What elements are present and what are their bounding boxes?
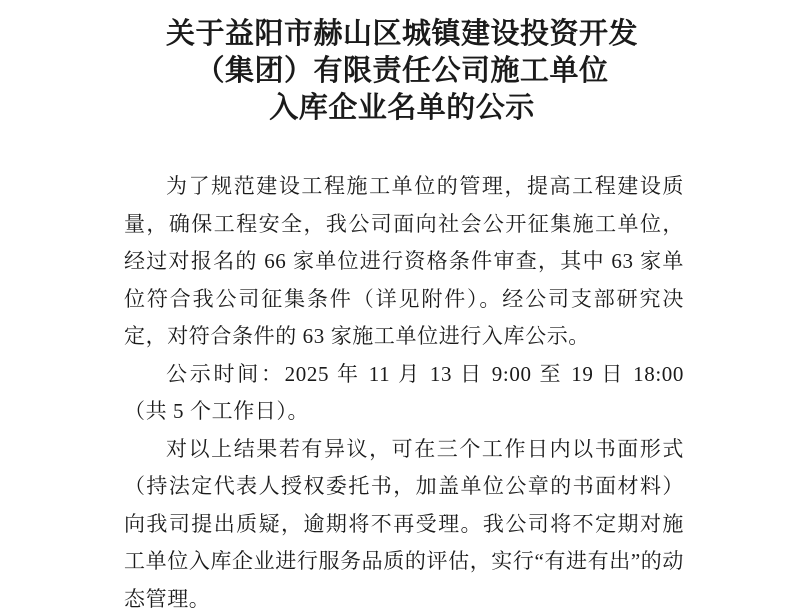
paragraph-intro: 为了规范建设工程施工单位的管理，提高工程建设质量，确保工程安全，我公司面向社会公开征集施工单位，经过对报名的 66 家单位进行资格条件审查，其中 63 家单位符合我公司征集条件（详见附件）。经公司支部研究决定，对符合条件的 63 家施工单位进行入库公示。 [124, 174, 684, 348]
document-title [121, 16, 683, 127]
title-line-2: （集团）有限责任公司施工单位 [195, 55, 609, 87]
paragraph-objection-procedure: 对以上结果若有异议，可在三个工作日内以书面形式（持法定代表人授权委托书，加盖单位公章的书面材料）向我司提出质疑，逾期将不再受理。我公司将不定期对施工单位入库企业进行服务品质的评估，实行“有进有出”的动态管理。 [124, 436, 684, 611]
document-body [124, 168, 684, 616]
title-line-3: 入库企业名单的公示 [269, 92, 535, 124]
paragraph-publicity-period: 公示时间：2025 年 11 月 13 日 9:00 至 19 日 18:00（共 5 个工作日）。 [124, 361, 684, 423]
title-line-1: 关于益阳市赫山区城镇建设投资开发 [165, 18, 638, 50]
